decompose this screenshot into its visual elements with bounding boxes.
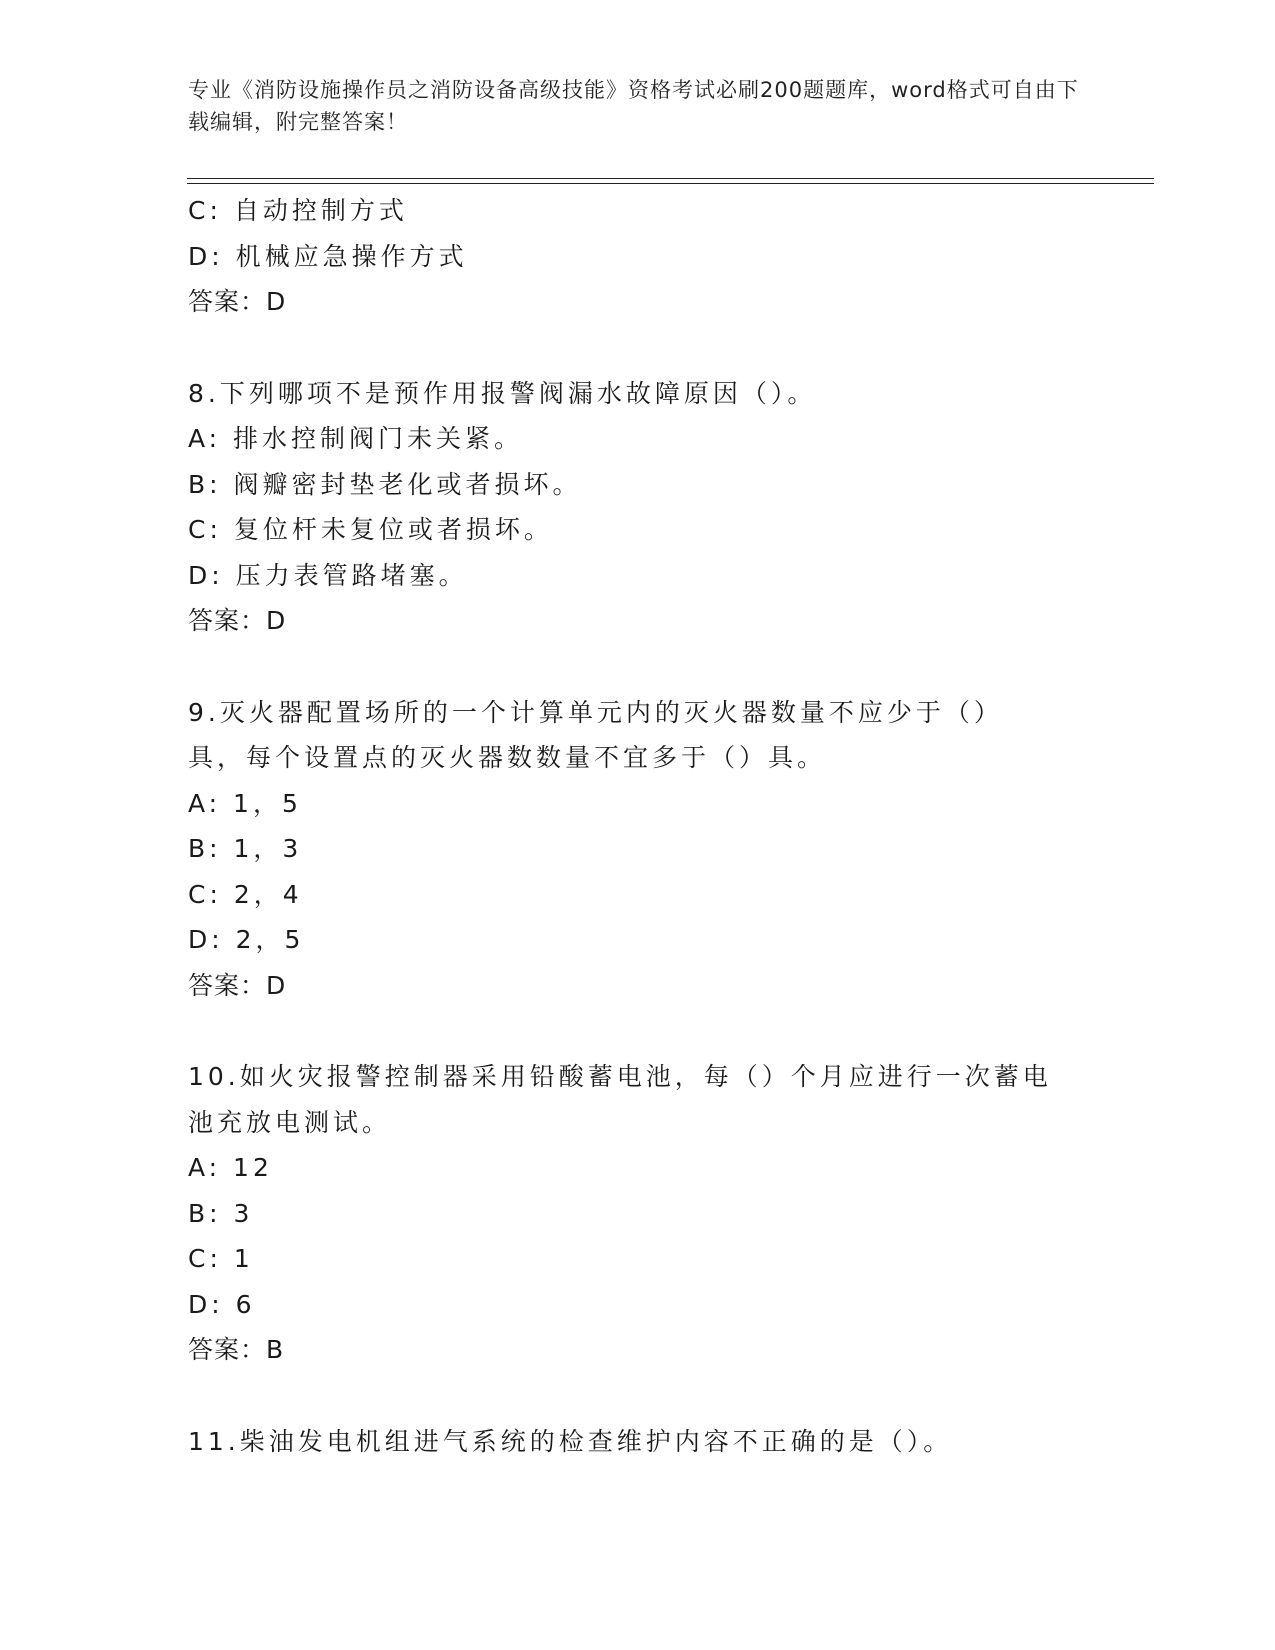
page-header: 专业《消防设施操作员之消防设备高级技能》资格考试必刷200题题库，word格式可自由下载编辑，附完整答案！ <box>188 78 1079 134</box>
option-text: 1 <box>233 1244 254 1273</box>
question-list <box>188 188 1128 1464</box>
header-rule-bottom <box>187 183 1154 184</box>
option-text: 阀瓣密封垫老化或者损坏。 <box>233 469 582 499</box>
spacer <box>188 1008 1128 1054</box>
option-text: 12 <box>233 1153 273 1182</box>
option-label: A: <box>188 424 222 453</box>
option-label: D: <box>188 241 224 271</box>
option-text: 3 <box>233 1198 254 1228</box>
option-text: 复位杆未复位或者损坏。 <box>233 515 553 544</box>
option-text: 2，4 <box>233 879 303 909</box>
option-label: B: <box>188 1198 222 1228</box>
option-label: A: <box>188 788 222 818</box>
option-text: 压力表管路堵塞。 <box>235 560 468 590</box>
option-b <box>188 1191 1128 1237</box>
option-label: C: <box>188 196 222 225</box>
option-label: C: <box>188 1244 222 1273</box>
option-a <box>188 416 1128 462</box>
question-text: 8.下列哪项不是预作用报警阀漏水故障原因（）。 <box>188 378 817 408</box>
question-continued <box>188 188 1128 325</box>
option-c <box>188 188 1128 234</box>
option-label: D: <box>188 560 224 590</box>
option-label: A: <box>188 1153 222 1182</box>
option-c <box>188 507 1128 553</box>
question-text: 10.如火灾报警控制器采用铅酸蓄电池，每（）个月应进行一次蓄电池充放电测试。 <box>188 1062 1052 1137</box>
answer-line: 答案：B <box>188 1335 285 1364</box>
spacer <box>188 1373 1128 1419</box>
header-rule-top <box>187 178 1154 179</box>
answer-line: 答案：D <box>188 970 287 1000</box>
spacer <box>188 644 1128 690</box>
option-text: 1，5 <box>233 788 302 818</box>
option-d <box>188 917 1128 963</box>
option-text: 1，3 <box>233 834 303 863</box>
question-8 <box>188 371 1128 644</box>
option-text: 排水控制阀门未关紧。 <box>233 424 524 453</box>
option-label: C: <box>188 515 222 544</box>
option-b <box>188 462 1128 508</box>
question-9 <box>188 690 1128 1009</box>
option-a <box>188 1145 1128 1191</box>
question-text: 9.灭火器配置场所的一个计算单元内的灭火器数量不应少于（）具，每个设置点的灭火器数数量不宜多于（）具。 <box>188 697 1003 772</box>
question-10 <box>188 1054 1128 1373</box>
option-text: 2，5 <box>235 925 305 954</box>
option-text: 自动控制方式 <box>233 196 408 225</box>
option-c <box>188 1236 1128 1282</box>
option-b <box>188 826 1128 872</box>
option-d <box>188 1282 1128 1328</box>
option-text: 机械应急操作方式 <box>235 241 468 271</box>
answer-line: 答案：D <box>188 287 287 316</box>
option-c <box>188 872 1128 918</box>
option-label: B: <box>188 469 222 499</box>
option-d <box>188 234 1128 280</box>
spacer <box>188 325 1128 371</box>
question-11 <box>188 1419 1128 1465</box>
option-label: C: <box>188 879 222 909</box>
option-label: D: <box>188 1289 224 1319</box>
option-label: D: <box>188 925 224 954</box>
option-a <box>188 781 1128 827</box>
option-text: 6 <box>235 1289 256 1319</box>
answer-line: 答案：D <box>188 606 287 635</box>
option-label: B: <box>188 834 222 863</box>
question-text: 11.柴油发电机组进气系统的检查维护内容不正确的是（）。 <box>188 1426 953 1456</box>
option-d <box>188 553 1128 599</box>
